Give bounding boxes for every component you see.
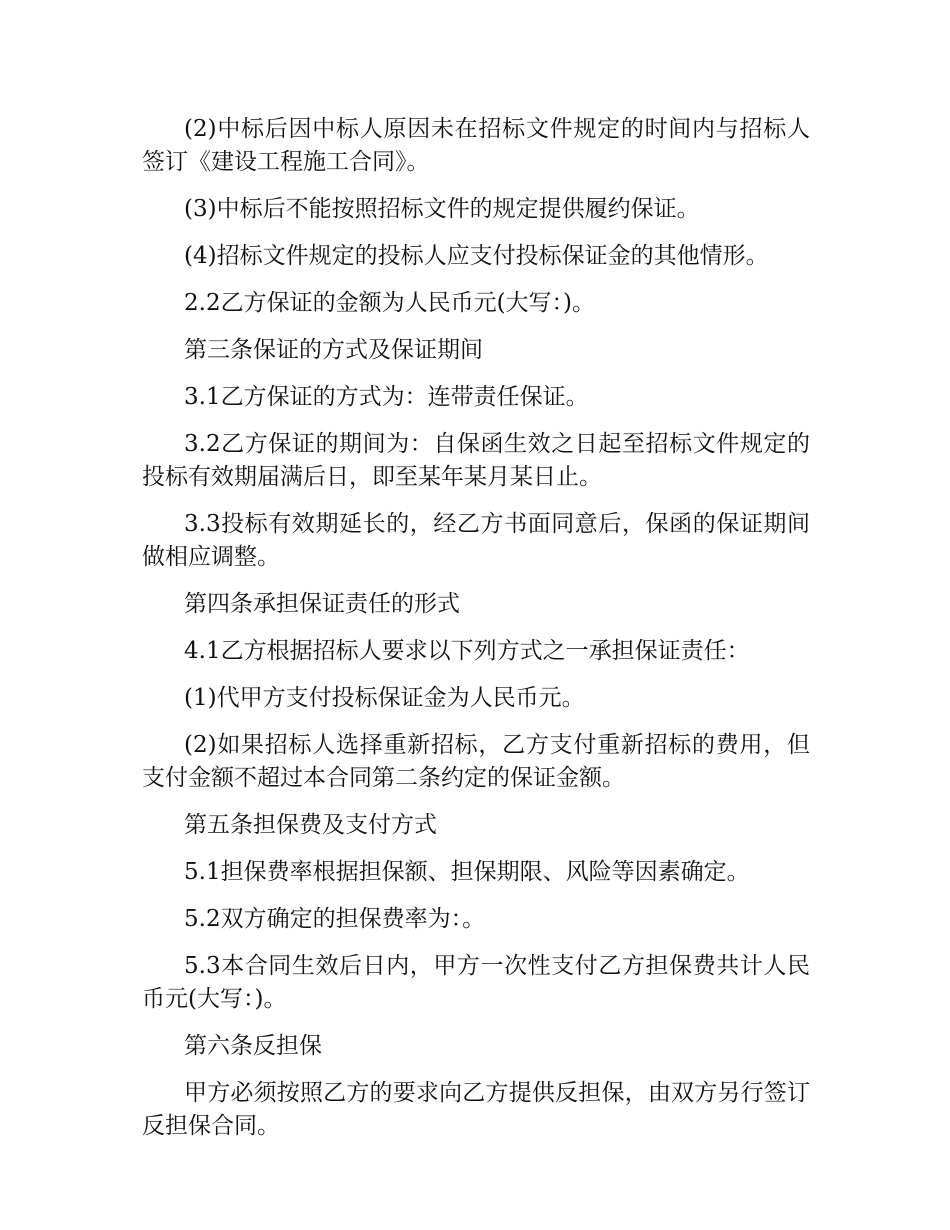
clause-3-2: 3.2乙方保证的期间为：自保函生效之日起至招标文件规定的投标有效期届满后日，即至某年某月某日止。 xyxy=(142,431,810,490)
clause-4-1-item-1: (1)代甲方支付投标保证金为人民币元。 xyxy=(184,685,585,711)
article-4-heading: 第四条承担保证责任的形式 xyxy=(184,591,460,617)
clause-5-3: 5.3本合同生效后日内，甲方一次性支付乙方担保费共计人民币元(大写：)。 xyxy=(142,953,810,1012)
clause-2-1-item-2: (2)中标后因中标人原因未在招标文件规定的时间内与招标人签订《建设工程施工合同》。 xyxy=(142,116,810,175)
clause-5-2: 5.2双方确定的担保费率为：。 xyxy=(184,906,486,932)
article-6-text: 甲方必须按照乙方的要求向乙方提供反担保，由双方另行签订反担保合同。 xyxy=(142,1080,810,1139)
clause-4-1-item-2: (2)如果招标人选择重新招标，乙方支付重新招标的费用，但支付金额不超过本合同第二条约定的保证金额。 xyxy=(142,732,810,791)
article-3-heading: 第三条保证的方式及保证期间 xyxy=(184,337,483,363)
article-6-heading: 第六条反担保 xyxy=(184,1033,322,1059)
clause-3-3: 3.3投标有效期延长的，经乙方书面同意后，保函的保证期间做相应调整。 xyxy=(142,511,810,570)
document-body xyxy=(142,113,810,1157)
clause-2-2: 2.2乙方保证的金额为人民币元(大写：)。 xyxy=(184,290,596,316)
clause-2-1-item-4: (4)招标文件规定的投标人应支付投标保证金的其他情形。 xyxy=(184,243,769,269)
clause-3-1: 3.1乙方保证的方式为：连带责任保证。 xyxy=(184,384,589,410)
clause-5-1: 5.1担保费率根据担保额、担保期限、风险等因素确定。 xyxy=(184,859,750,885)
clause-4-1: 4.1乙方根据招标人要求以下列方式之一承担保证责任： xyxy=(184,638,750,664)
clause-2-1-item-3: (3)中标后不能按照招标文件的规定提供履约保证。 xyxy=(184,196,700,222)
article-5-heading: 第五条担保费及支付方式 xyxy=(184,812,437,838)
